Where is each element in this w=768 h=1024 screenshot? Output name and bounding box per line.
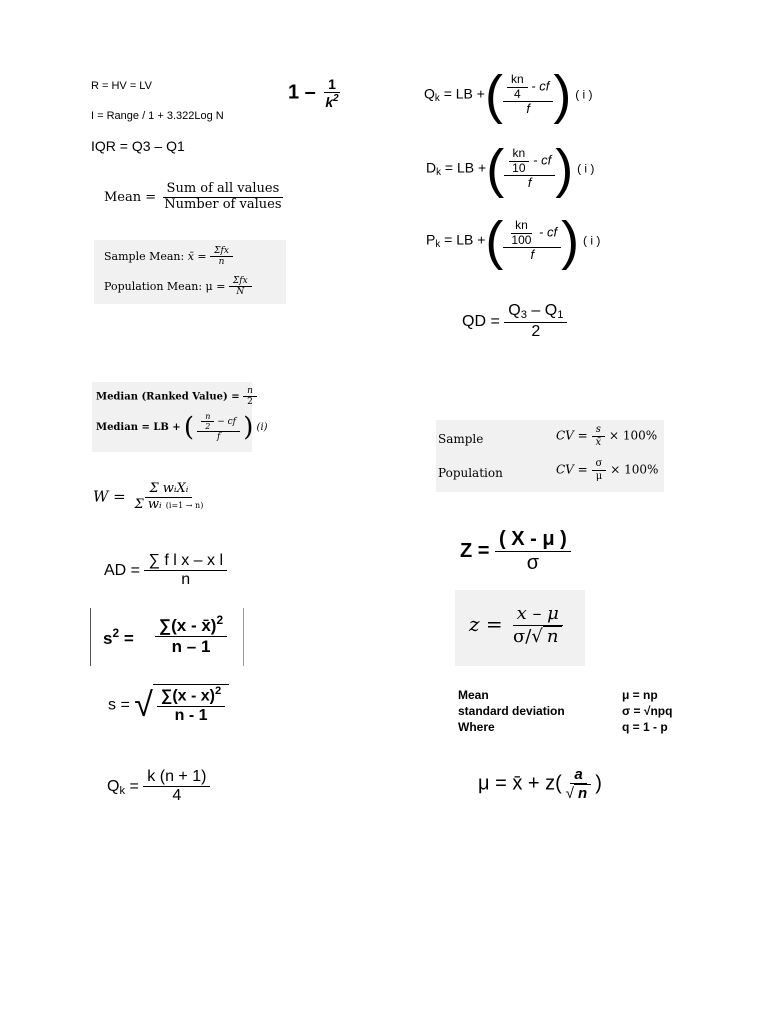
z-mean-den-b: n	[543, 626, 563, 648]
qpos-sub: k	[119, 784, 126, 797]
cv-sample-den: x̄	[595, 436, 602, 448]
qpos-den: 4	[172, 787, 182, 805]
dk-den: f	[527, 175, 532, 191]
qpos-eq: =	[129, 778, 139, 796]
dk-sub: k	[436, 167, 442, 179]
median-inner-num: n	[201, 412, 214, 422]
cv-population-den: μ	[595, 470, 603, 482]
z-score-num: ( X - μ )	[495, 528, 571, 552]
pk-minus-cf: - cf	[539, 224, 558, 240]
dk-lhs: D	[426, 159, 437, 176]
sample-mean-label: Sample Mean:	[104, 249, 185, 263]
z-mean-num: x – μ	[513, 604, 563, 626]
cv-population-formula	[556, 458, 658, 482]
binomial-label: Mean	[458, 688, 489, 702]
pk-sub: k	[435, 239, 441, 251]
population-mean-num: Σfx	[229, 276, 252, 287]
qk-den: f	[526, 101, 530, 117]
ci-close: )	[595, 772, 602, 795]
z-score-lhs: Z =	[460, 539, 490, 562]
z-mean-formula: z = $\frac{x - \mu}{\sigma/√ n}$	[469, 604, 566, 647]
stdev-lhs: s =	[108, 696, 130, 714]
qk-eq: = LB +	[443, 85, 485, 102]
qd-den: 2	[531, 322, 541, 340]
population-mean-den: N	[236, 287, 245, 298]
ad-num: ∑ f l x – x l	[144, 552, 227, 571]
ci-lhs: μ = x̄ + z(	[478, 772, 562, 795]
dk-num-bot: 10	[512, 160, 526, 175]
z-mean-lhs: z =	[469, 612, 503, 637]
std-deviation-formula: s = √ $\frac{\sum(x - x)^2}{n - 1}$	[108, 684, 229, 726]
pk-tail: ( i )	[582, 233, 601, 248]
binomial-label: Where	[458, 720, 495, 734]
z-mean-den-a: σ/	[513, 625, 532, 647]
z-score-formula	[460, 528, 571, 575]
confidence-interval-formula: μ = x̄ + z( $\frac{a}{√ n}$ )	[478, 766, 602, 803]
average-deviation-formula	[104, 552, 227, 590]
weighted-sub: i=1	[168, 500, 184, 510]
z-score-den: σ	[526, 552, 540, 574]
variance-num-exp: 2	[216, 613, 224, 627]
pk-lhs: P	[426, 231, 436, 248]
qd-q1-sub: 1	[557, 308, 564, 321]
weighted-num	[145, 482, 192, 498]
population-mean-lhs: μ =	[205, 279, 226, 293]
sample-mean-lhs: x̄ =	[187, 249, 207, 263]
median-tail: (i)	[256, 421, 268, 433]
variance-num: ∑(x - x̄)	[159, 616, 217, 636]
pk-num-top: kn	[511, 219, 532, 234]
cv-population-num: σ	[592, 458, 607, 471]
qk-num-bot: 4	[513, 86, 521, 101]
pk-eq: = LB +	[444, 231, 486, 248]
weighted-mean-formula	[93, 482, 207, 513]
qd-q3-sub: 3	[520, 308, 527, 321]
cv-sample-formula	[556, 424, 657, 448]
mean-lhs: Mean =	[104, 189, 157, 205]
ad-lhs: AD =	[104, 562, 141, 580]
variance-lhs: s	[103, 629, 113, 649]
qd-q3: Q	[508, 302, 521, 319]
weighted-den-text: Σ wᵢ	[134, 496, 162, 512]
mean-word-formula	[104, 182, 286, 213]
stdev-num-exp: 2	[215, 685, 222, 697]
median-rank-num: n	[243, 386, 257, 397]
median-rank-den: 2	[247, 397, 253, 408]
median-lhs: Median = LB +	[96, 421, 181, 433]
quartile-position-formula	[107, 768, 210, 806]
qd-minus: –	[531, 302, 541, 319]
binomial-value: q = 1 - p	[622, 720, 668, 734]
qd-lhs: QD =	[462, 312, 500, 330]
stdev-num: ∑(x - x)	[160, 687, 215, 705]
qk-num-top: kn	[507, 73, 528, 88]
qk-sub: k	[434, 93, 440, 105]
median-panel	[92, 382, 268, 452]
pk-den: f	[530, 247, 535, 263]
weighted-den: Σ wᵢ (i=1 → n)	[134, 496, 204, 512]
cv-sample-lhs: CV =	[556, 428, 588, 443]
binomial-label: standard deviation	[458, 704, 565, 718]
weighted-sup: n	[195, 500, 201, 510]
sample-mean-den: n	[218, 257, 225, 268]
qpos-lhs: Q	[107, 778, 120, 796]
binomial-value: μ = np	[622, 688, 658, 702]
iqr-formula: IQR = Q3 – Q1	[91, 138, 185, 154]
chebyshev-formula	[288, 76, 343, 110]
qpos-num: k (n + 1)	[143, 768, 210, 787]
chebyshev-num: 1	[324, 76, 340, 93]
cv-population-lhs: CV =	[556, 462, 588, 477]
median-den: f	[216, 432, 221, 443]
population-mean-label: Population Mean:	[104, 279, 203, 293]
binomial-value: σ = √npq	[622, 704, 673, 718]
quartile-deviation-formula	[462, 302, 567, 341]
cv-sample-num: s	[592, 424, 605, 437]
cv-population-tail: × 100%	[610, 462, 659, 477]
cv-sample-tail: × 100%	[609, 428, 658, 443]
mean-numerator: Sum of all values	[163, 182, 284, 198]
chebyshev-lead: 1 –	[288, 81, 316, 104]
sample-mean-formula	[104, 246, 233, 268]
median-formula: Median = LB + ( $\frac{n}{2}$ − cf f ) (i)	[96, 412, 268, 443]
quartile-formula: $Q_k$ = LB +( $\frac{kn}{4}$ - cf f ) ( i )	[424, 65, 593, 125]
median-rank-label: Median (Ranked Value) =	[96, 391, 240, 403]
sample-mean-num: Σfx	[210, 246, 233, 257]
variance-den: n – 1	[171, 636, 211, 656]
weighted-num-text: Σ wᵢXᵢ	[149, 481, 189, 496]
ad-den: n	[181, 571, 191, 589]
qk-tail: ( i )	[575, 87, 593, 102]
z-mean-panel	[455, 590, 585, 666]
qd-q1: Q	[544, 302, 558, 319]
variance-eq: =	[123, 629, 134, 649]
median-inner-den: 2	[205, 422, 211, 432]
sample-population-mean-panel	[94, 240, 286, 304]
binomial-table	[458, 688, 708, 736]
median-rank-formula	[96, 386, 257, 408]
dk-minus-cf: - cf	[533, 152, 552, 168]
binomial-row	[458, 704, 708, 720]
chebyshev-exp: 2	[333, 93, 339, 105]
binomial-row	[458, 688, 708, 704]
ci-num: a	[570, 766, 586, 784]
decile-formula: $D_k$ = LB +( $\frac{kn}{10}$ - cf f ) ( i )	[426, 139, 595, 199]
range-formula: R = HV = LV	[91, 80, 152, 92]
dk-tail: ( i )	[577, 161, 595, 176]
variance-formula	[90, 608, 244, 666]
variance-exp: 2	[112, 626, 120, 640]
cv-panel	[436, 420, 664, 492]
population-mean-formula	[104, 276, 252, 298]
class-interval-formula: I = Range / 1 + 3.322Log N	[91, 110, 224, 122]
pk-num-bot: 100	[511, 232, 532, 247]
cv-population-label: Population	[438, 466, 503, 480]
ci-den: n	[574, 784, 591, 802]
cv-sample-label: Sample	[438, 432, 484, 446]
percentile-formula: $P_k$ = LB +( $\frac{kn}{100}$ - cf f ) ( i )	[426, 211, 601, 271]
median-minus-cf: − cf	[217, 417, 237, 428]
binomial-row	[458, 720, 708, 736]
dk-eq: = LB +	[444, 159, 487, 176]
dk-num-top: kn	[509, 147, 530, 162]
stdev-den: n - 1	[174, 707, 208, 725]
chebyshev-den: k	[325, 93, 334, 110]
weighted-lhs: W =	[93, 487, 126, 506]
qk-minus-cf: - cf	[531, 78, 550, 94]
mean-denominator: Number of values	[164, 196, 282, 212]
median-num	[197, 412, 240, 432]
qk-lhs: Q	[424, 85, 435, 102]
